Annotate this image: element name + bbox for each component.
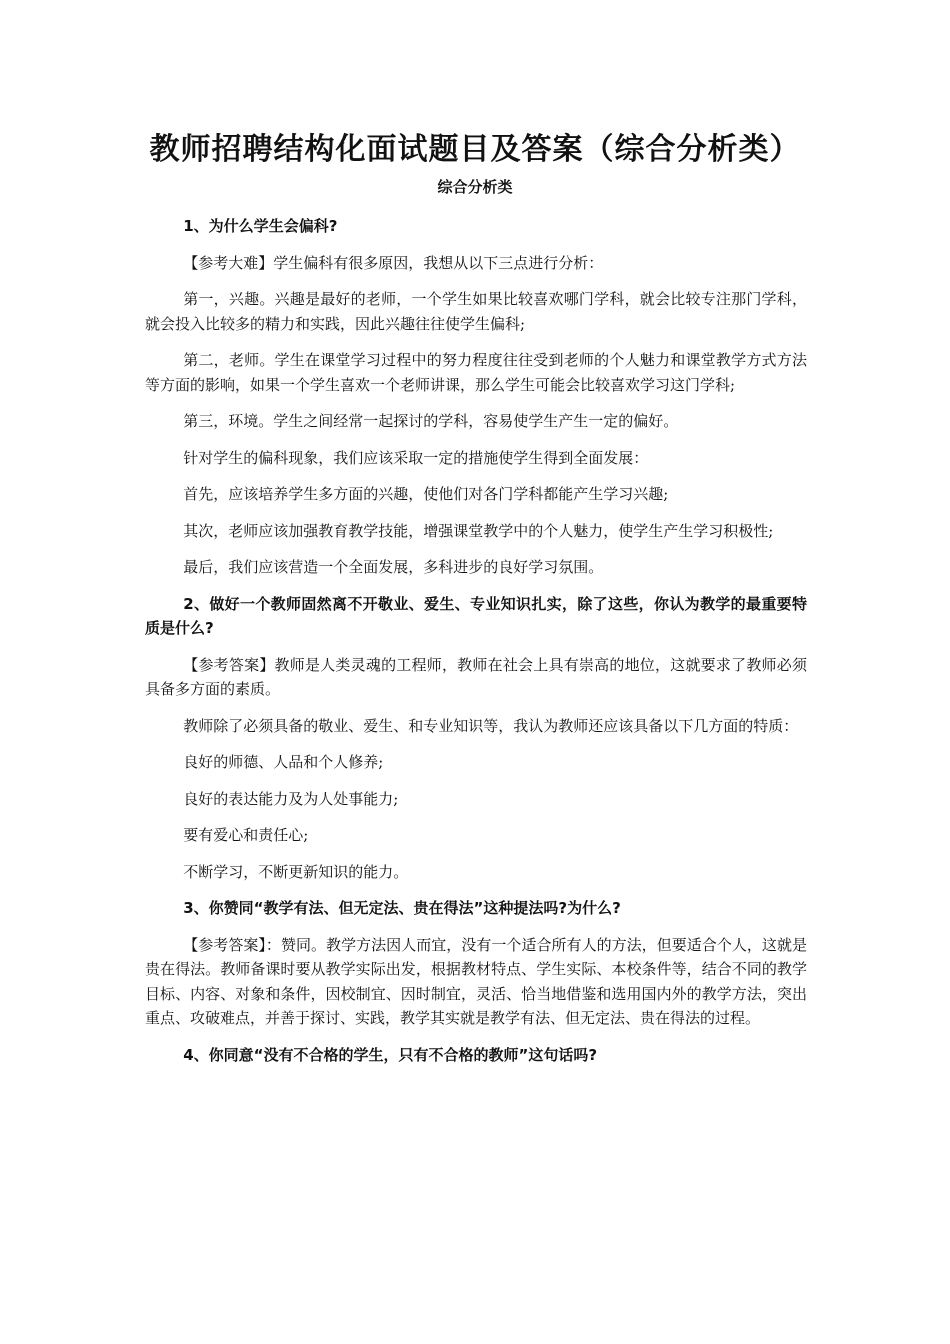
answer-paragraph: 【参考大难】学生偏科有很多原因，我想从以下三点进行分析： (183, 253, 604, 272)
answer-paragraph: 要有爱心和责任心; (183, 826, 309, 844)
answer-paragraph: 第二，老师。学生在课堂学习过程中的努力程度往往受到老师的个人魅力和课堂教学方式方法等方面的影响，如果一个学生喜欢一个老师讲课，那么学生可能会比较喜欢学习这门学科; (145, 351, 807, 394)
question-heading: 1、为什么学生会偏科? (183, 217, 338, 235)
question-heading: 2、做好一个教师固然离不开敬业、爱生、专业知识扎实，除了这些，你认为教学的最重要特质是什么? (145, 594, 807, 637)
answer-paragraph: 良好的师德、人品和个人修养; (183, 753, 384, 771)
question-heading: 3、你赞同“教学有法、但无定法、贵在得法”这种提法吗?为什么? (183, 899, 621, 917)
answer-paragraph: 最后，我们应该营造一个全面发展，多科进步的良好学习氛围。 (183, 558, 604, 576)
answer-paragraph: 【参考答案】：赞同。教学方法因人而宜，没有一个适合所有人的方法，但要适合个人，这就是贵在得法。教师备课时要从教学实际出发，根据教材特点、学生实际、本校条件等，结合不同的教学目标、内容、对象和条件，因校制宜、因时制宜，灵活、恰当地借鉴和选用国内外的教学方法，突出重点、攻破难点，并善于探讨、实践，教学其实就是教学有法、但无定法、贵在得法的过程。 (145, 935, 807, 1027)
answer-paragraph: 第三，环境。学生之间经常一起探讨的学科，容易使学生产生一定的偏好。 (183, 412, 679, 430)
answer-paragraph: 首先，应该培养学生多方面的兴趣，使他们对各门学科都能产生学习兴趣; (183, 485, 669, 503)
answer-paragraph: 不断学习，不断更新知识的能力。 (183, 862, 409, 881)
question-heading: 4、你同意“没有不合格的学生，只有不合格的教师”这句话吗? (183, 1045, 598, 1064)
answer-paragraph: 第一，兴趣。兴趣是最好的老师，一个学生如果比较喜欢哪门学科，就会比较专注那门学科，就会投入比较多的精力和实践，因此兴趣往往使学生偏科; (145, 290, 807, 333)
answer-paragraph: 良好的表达能力及为人处事能力; (183, 789, 399, 808)
document-title: 教师招聘结构化面试题目及答案（综合分析类） (149, 132, 801, 167)
document-subtitle: 综合分析类 (437, 178, 513, 196)
answer-paragraph: 【参考答案】教师是人类灵魂的工程师，教师在社会上具有崇高的地位，这就要求了教师必须具备多方面的素质。 (145, 655, 807, 698)
answer-paragraph: 针对学生的偏科现象，我们应该采取一定的措施使学生得到全面发展： (183, 448, 649, 467)
answer-paragraph: 其次，老师应该加强教育教学技能，增强课堂教学中的个人魅力，使学生产生学习积极性; (183, 521, 774, 540)
answer-paragraph: 教师除了必须具备的敬业、爱生、和专业知识等，我认为教师还应该具备以下几方面的特质： (183, 716, 799, 735)
document-body (145, 214, 807, 1079)
